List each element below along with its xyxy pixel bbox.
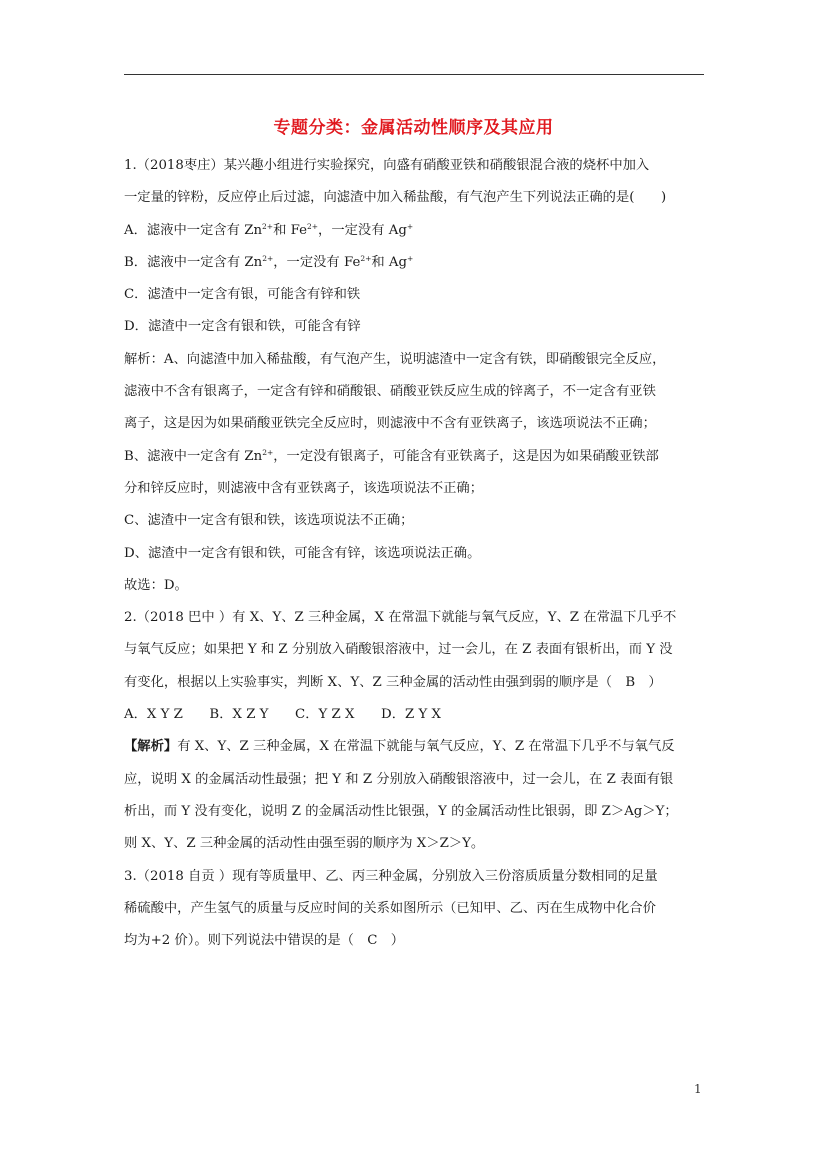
q1-option-a-text: ，一定没有 Ag [318, 222, 407, 238]
q3-stem-line-3: 均为+2 价）。则下列说法中错误的是（ C ） [124, 933, 404, 949]
q1-option-d: D．滤渣中一定含有银和铁，可能含有锌 [124, 319, 361, 335]
page-title: 专题分类：金属活动性顺序及其应用 [273, 118, 554, 138]
q1-analysis-text: B、滤液中一定含有 Zn [124, 448, 263, 464]
q1-option-a-sup: + [406, 221, 414, 231]
q2-stem-line-2: 与氧气反应；如果把 Y 和 Z 分别放入硝酸银溶液中，过一会儿，在 Z 表面有银析出，而 Y 没 [124, 642, 673, 658]
q1-option-a [124, 215, 710, 247]
q2-analysis-line [124, 731, 710, 763]
q1-option-b-text: 和 Ag [371, 254, 408, 270]
q1-option-b-text: ，一定没有 Fe [273, 254, 361, 270]
q1-analysis-line: D、滤渣中一定含有银和铁，可能含有锌，该选项说法正确。 [124, 545, 481, 561]
q1-option-a-text: 和 Fe [273, 222, 307, 238]
q1-stem-line-2: 一定量的锌粉，反应停止后过滤，向滤渣中加入稀盐酸，有气泡产生下列说法正确的是( ) [124, 190, 667, 206]
q1-option-a-sup: 2+ [262, 221, 274, 231]
q2-options: A．X Y Z B．X Z Y C．Y Z X D．Z Y X [124, 707, 441, 723]
q1-analysis-line: 解析：A、向滤渣中加入稀盐酸，有气泡产生，说明滤渣中一定含有铁，即硝酸银完全反应， [124, 351, 666, 367]
q1-analysis-line: 分和锌反应时，则滤液中含有亚铁离子，该选项说法不正确； [124, 480, 484, 496]
q2-analysis-text: 有 X、Y、Z 三种金属，X 在常温下就能与氧气反应，Y、Z 在常温下几乎不与氧气反 [177, 739, 675, 755]
q1-option-a-text: A．滤液中一定含有 Zn [124, 222, 263, 238]
q1-analysis-line: C、滤渣中一定含有银和铁，该选项说法不正确； [124, 513, 414, 529]
q1-analysis-sup: 2+ [262, 447, 274, 457]
q3-stem-line-1: 3.（2018 自贡 ）现有等质量甲、乙、丙三种金属，分别放入三份溶质质量分数相同的足量 [124, 868, 658, 884]
q1-analysis-line: 滤液中不含有银离子，一定含有锌和硝酸银、硝酸亚铁反应生成的锌离子，不一定含有亚铁 [124, 384, 656, 400]
q1-answer: 故选：D。 [124, 577, 188, 593]
page-number: 1 [694, 1082, 702, 1096]
q1-analysis-line: 离子，这是因为如果硝酸亚铁完全反应时，则滤液中不含有亚铁离子，该选项说法不正确； [124, 416, 656, 432]
q1-option-b-sup: + [407, 253, 414, 263]
q2-analysis-label: 【解析】 [124, 739, 178, 755]
q1-option-b [124, 247, 710, 279]
header-rule [124, 74, 704, 75]
q1-option-b-sup: 2+ [360, 253, 372, 263]
q1-analysis-text: ，一定没有银离子，可能含有亚铁离子，这是因为如果硝酸亚铁部 [273, 448, 659, 464]
q1-option-b-sup: 2+ [262, 253, 274, 263]
q3-stem-line-2: 稀硫酸中，产生氢气的质量与反应时间的关系如图所示（已知甲、乙、丙在生成物中化合价 [124, 900, 656, 916]
q2-analysis-line: 析出，而 Y 没有变化，说明 Z 的金属活动性比银强，Y 的金属活动性比银弱，即 Z＞Ag＞Y； [124, 803, 678, 819]
document-body [124, 150, 710, 957]
q1-option-b-text: B．滤液中一定含有 Zn [124, 254, 263, 270]
q1-option-c: C．滤渣中一定含有银，可能含有锌和铁 [124, 287, 361, 303]
q1-option-a-sup: 2+ [306, 221, 319, 231]
q2-analysis-line: 则 X、Y、Z 三种金属的活动性由强至弱的顺序为 X＞Z＞Y。 [124, 836, 485, 852]
q2-stem-line-3: 有变化，根据以上实验事实，判断 X、Y、Z 三种金属的活动性由强到弱的顺序是（ B ） [124, 674, 662, 690]
q1-stem-line-1: 1.（2018枣庄）某兴趣小组进行实验探究，向盛有硝酸亚铁和硝酸银混合液的烧杯中加入 [124, 158, 650, 173]
q1-analysis-line [124, 441, 710, 473]
q2-analysis-line: 应，说明 X 的金属活动性最强；把 Y 和 Z 分别放入硝酸银溶液中，过一会儿，在 Z 表面有银 [124, 771, 674, 787]
q2-stem-line-1: 2.（2018 巴中 ）有 X、Y、Z 三种金属，X 在常温下就能与氧气反应，Y、Z 在常温下几乎不 [124, 610, 677, 626]
